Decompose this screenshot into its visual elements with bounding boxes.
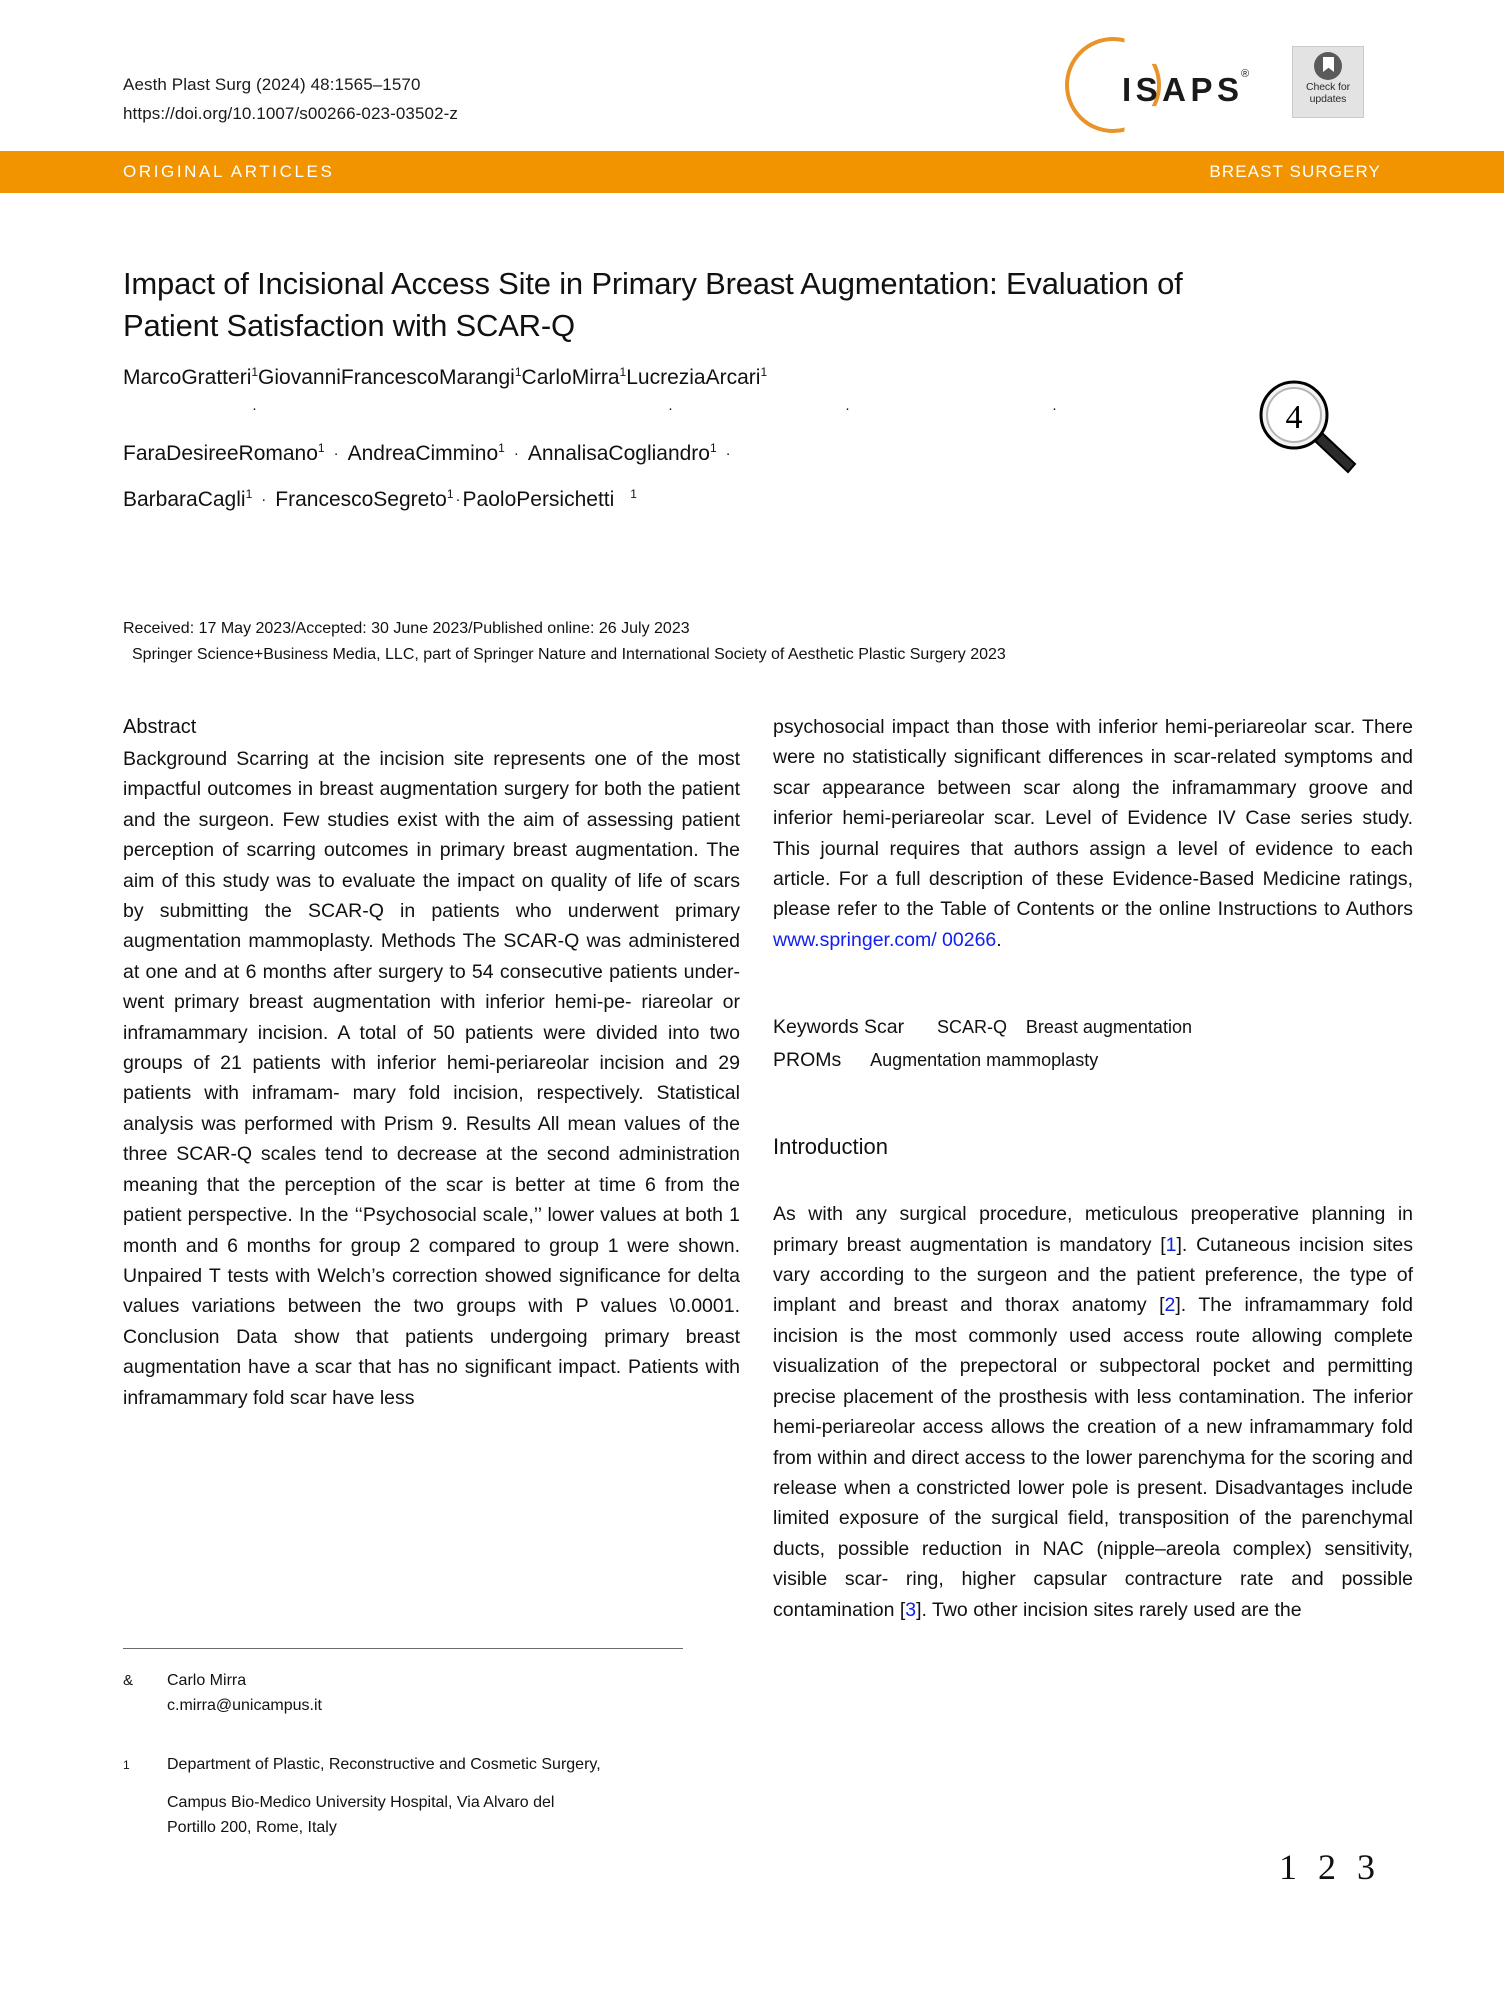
band-article-type: ORIGINAL ARTICLES xyxy=(123,162,335,181)
author-row-2 xyxy=(123,428,1183,474)
author-name: PaoloPersichetti xyxy=(462,488,615,511)
keyword-item: SCAR-Q xyxy=(937,1017,1008,1038)
journal-citation: Aesth Plast Surg (2024) 48:1565–1570 xyxy=(123,75,421,94)
author-affiliation-marker: 1 xyxy=(709,441,717,455)
author-name: AndreaCimmino xyxy=(347,442,499,465)
intro-segment: ]. The inframammary fold incision is the most commonly used access route allowing complete visualization of the prepectoral or subpectoral pocket and permitting precise placement of the prosthesis with less contamination. The inferior hemi-periareolar access allows the creation of a new inframammary fold from within and direct access to the lower parenchyma for the scoring and release when a constricted lower pole is present. Disadvantages include limited exposure of the surgical field, transposition of the parenchymal ducts, possible reduction in NAC (nipple–areola complex) sensitivity, visible scar- ring, higher capsular contracture rate and possible contamination [ xyxy=(773,1294,1413,1621)
crossmark-label-line2: updates xyxy=(1309,93,1347,105)
author-separator-dot: · xyxy=(455,491,461,508)
abstract-continuation-period: . xyxy=(996,928,1002,951)
citation-ref-2[interactable]: 2 xyxy=(1164,1294,1176,1317)
citation-ref-1[interactable]: 1 xyxy=(1165,1233,1177,1256)
author-name: GiovanniFrancescoMarangi xyxy=(258,366,515,389)
author-list xyxy=(123,352,1183,520)
magnifier-icon xyxy=(1252,378,1362,478)
copyright-line: Springer Science+Business Media, LLC, part of Springer Nature and International Society of Aesthetic Plastic Surgery 2023 xyxy=(132,646,1006,663)
crossmark-label-line1: Check for xyxy=(1305,81,1351,93)
author-affiliation-marker: 1 xyxy=(498,441,505,455)
author-separator-dot: · xyxy=(261,491,267,508)
isaps-logo xyxy=(1065,35,1250,135)
keyword-item: Augmentation mammoplasty xyxy=(870,1050,1099,1071)
intro-segment: ]. Cutaneous incision sites vary according to the surgeon and the patient preference, the type of implant and breast and thorax anatomy [ xyxy=(773,1233,1413,1317)
author-row-3 xyxy=(123,474,1183,520)
abstract-heading: Abstract xyxy=(123,716,197,738)
received-accepted-line: Received: 17 May 2023/Accepted: 30 June 2023/Published online: 26 July 2023 xyxy=(123,620,690,637)
springer-link[interactable]: www.springer.com/ 00266 xyxy=(773,928,997,951)
author-affiliation-marker: 1 xyxy=(619,365,627,379)
crossmark-icon xyxy=(1314,52,1342,80)
keywords-block xyxy=(773,1011,1413,1077)
affiliation-line: Department of Plastic, Reconstructive and Cosmetic Surgery, xyxy=(167,1756,601,1773)
corresponding-author-name: Carlo Mirra xyxy=(167,1672,247,1689)
doi-line: https://doi.org/10.1007/s00266-023-03502-z xyxy=(123,104,458,123)
author-affiliation-marker: 1 xyxy=(446,487,454,501)
abstract-column xyxy=(123,712,740,1413)
corresponding-author-email[interactable]: c.mirra@unicampus.it xyxy=(167,1697,322,1714)
isaps-wordmark: ISAPS xyxy=(1122,71,1244,108)
evidence-level-number: 4 xyxy=(1285,399,1303,436)
author-affiliation-marker: 1 xyxy=(251,365,259,379)
level-of-evidence-magnifier xyxy=(1252,378,1362,478)
affiliation-marker: 1 xyxy=(123,1758,130,1772)
correspondence-icon: & xyxy=(123,1672,134,1689)
registered-mark-icon: ® xyxy=(1241,68,1250,80)
abstract-body: Background Scarring at the incision site represents one of the most impactful outcomes in breast augmentation surgery for both the patient and the surgeon. Few studies exist with the aim of assessing patient perception of scarring outcomes in primary breast augmentation. The aim of this study was to evaluate the impact on quality of life of scars by submitting the SCAR-Q in patients who underwent primary augmentation mammoplasty. Methods The SCAR-Q was administered at one and at 6 months after surgery to 54 consecutive patients under- went primary breast augmentation with inferior hemi-pe- riareolar or inframammary incision. A total of 50 patients were divided into two groups of 21 patients with inferior hemi-periareolar incision and 29 patients with inframam- mary fold incision, respectively. Statistical analysis was performed with Prism 9. Results All mean values of the three SCAR-Q scales tend to decrease at the second administration meaning that the perception of the scar is better at time 6 from the patient perspective. In the ‘‘Psychosocial scale,’’ lower values at both 1 month and 6 months for group 2 compared to group 1 were shown. Unpaired T tests with Welch’s correction showed significance for delta values variations between the two groups with P values \0.0001. Conclusion Data show that patients undergoing primary breast augmentation have a scar that has no significant impact. Patients with inframammary fold scar have less xyxy=(123,748,740,1409)
corresponding-author xyxy=(123,1668,703,1718)
check-for-updates-badge[interactable] xyxy=(1292,46,1364,118)
author-name: CarloMirra xyxy=(521,366,620,389)
keywords-label: Keywords xyxy=(773,1016,859,1039)
keyword-item: Breast augmentation xyxy=(1025,1017,1192,1038)
author-separator-dot: · xyxy=(513,445,519,462)
publication-dates xyxy=(123,616,1006,668)
author-affiliation-marker: 1 xyxy=(245,487,253,501)
affiliation-entry xyxy=(123,1752,703,1840)
author-name: LucreziaArcari xyxy=(626,366,761,389)
abstract-continuation xyxy=(773,712,1413,955)
page-title: Impact of Incisional Access Site in Primary Breast Augmentation: Evaluation of Patient Satisfaction with SCAR-Q xyxy=(123,266,1183,343)
author-affiliation-marker: 1 xyxy=(514,365,522,379)
intro-segment: ]. Two other incision sites rarely used are the xyxy=(916,1598,1302,1621)
author-separator-dot-float: · xyxy=(252,400,257,417)
author-affiliation-marker: 1 xyxy=(760,365,768,379)
author-separator-dot: · xyxy=(725,445,731,462)
affiliation-line: Campus Bio-Medico University Hospital, Via Alvaro del xyxy=(167,1794,555,1811)
author-row-1 xyxy=(123,352,1183,398)
citation-ref-3[interactable]: 3 xyxy=(905,1598,917,1621)
footnote-divider xyxy=(123,1648,683,1649)
author-separator-dot-float: · xyxy=(668,400,673,417)
section-band xyxy=(0,151,1504,193)
author-name: FrancescoSegreto xyxy=(275,488,447,511)
abstract-continuation-text: psychosocial impact than those with inferior hemi-periareolar scar. There were no statistically significant differences in scar-related symptoms and scar appearance between scar along the inframammary groove and inferior hemi-periareolar scar. Level of Evidence IV Case series study. This journal requires that authors assign a level of evidence to each article. For a full description of these Evidence-Based Medicine ratings, please refer to the Table of Contents or the online Instructions to Authors xyxy=(773,716,1413,921)
band-specialty: BREAST SURGERY xyxy=(1209,162,1381,181)
page-number: 1 2 3 xyxy=(1279,1847,1381,1887)
author-separator-dot-float: · xyxy=(845,400,850,417)
footnote-block xyxy=(123,1668,703,1840)
author-name: BarbaraCagli xyxy=(123,488,246,511)
right-column xyxy=(773,712,1413,1625)
author-name: AnnalisaCogliandro xyxy=(527,442,710,465)
masthead xyxy=(123,70,458,128)
author-affiliation-marker: 1 xyxy=(317,441,325,455)
author-name: MarcoGratteri xyxy=(123,366,252,389)
author-affiliation-marker: 1 xyxy=(630,487,637,501)
author-name: FaraDesireeRomano xyxy=(123,442,318,465)
keyword-item: PROMs xyxy=(773,1049,842,1072)
intro-segment: As with any surgical procedure, meticulous preoperative planning in primary breast augmentation is mandatory [ xyxy=(773,1203,1413,1256)
introduction-heading: Introduction xyxy=(773,1134,888,1160)
author-separator-dot: · xyxy=(333,445,339,462)
author-separator-dot-float: · xyxy=(1052,400,1057,417)
affiliation-line: Portillo 200, Rome, Italy xyxy=(167,1819,337,1836)
keyword-item: Scar xyxy=(864,1016,905,1039)
introduction-body xyxy=(773,1199,1413,1625)
